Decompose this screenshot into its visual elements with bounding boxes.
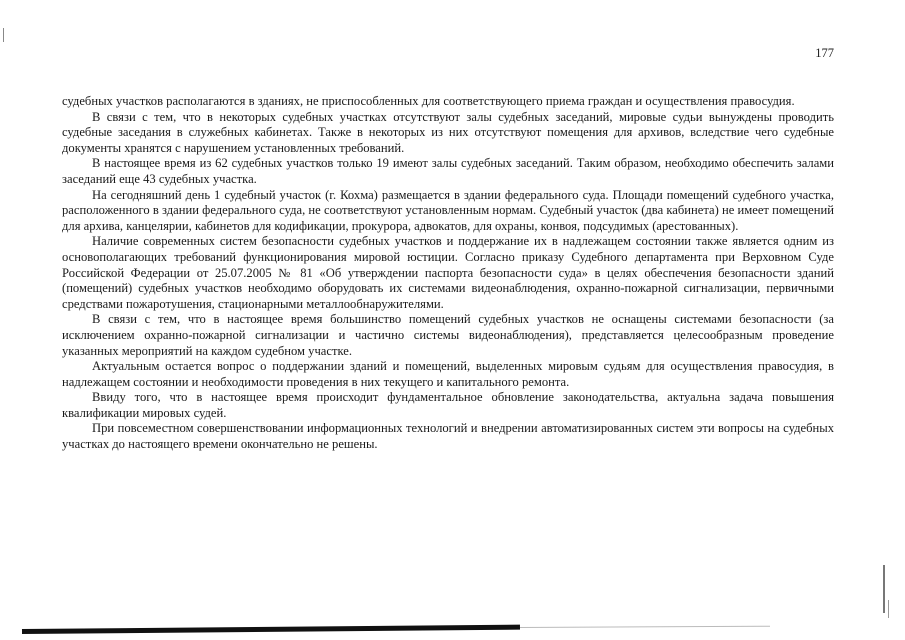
paragraph-6: В связи с тем, что в настоящее время большинство помещений судебных участков не оснащены системами безопасности (за исключением охранно-пожарной сигнализации и частично системы видеонаблюдения), представляется целесообразным проведение указанных мероприятий на каждом судебном участке. — [62, 312, 834, 358]
paragraph-2: В связи с тем, что в некоторых судебных участках отсутствуют залы судебных заседаний, мировые судьи вынуждены проводить судебные заседания в служебных кабинетах. Также в некоторых из них отсутствуют помещения для архивов, вследствие чего судебные документы хранятся с нарушением установленных требований. — [62, 109, 834, 155]
scan-edge-mark-right — [883, 565, 885, 613]
paragraph-3: В настоящее время из 62 судебных участков только 19 имеют залы судебных заседаний. Таким образом, необходимо обеспечить залами заседаний еще 43 судебных участка. — [62, 156, 834, 186]
paragraph-1: судебных участков располагаются в зданиях, не приспособленных для соответствующего приема граждан и осуществления правосудия. — [62, 94, 795, 108]
paragraph-4: На сегодняшний день 1 судебный участок (г. Кохма) размещается в здании федерального суда. Площади помещений судебного участка, расположенного в здании федерального суда, не соответствуют установленным нормам. Судебный участок (два кабинета) не имеет помещений для архива, канцелярии, кабинетов для кодификации, прокурора, адвокатов, для охраны, конвоя, подсудимых (арестованных). — [62, 187, 834, 233]
paragraph-8: Ввиду того, что в настоящее время происходит фундаментальное обновление законодательства, актуальна задача повышения квалификации мировых судей. — [62, 390, 834, 420]
scan-edge-mark-left — [3, 28, 4, 42]
scan-bottom-bar-tail — [520, 626, 770, 628]
scan-bottom-bar — [22, 625, 520, 634]
document-body — [62, 94, 834, 453]
scan-edge-mark-right-secondary — [888, 600, 889, 618]
paragraph-7: Актуальным остается вопрос о поддержании зданий и помещений, выделенных мировым судьям для осуществления правосудия, в надлежащем состоянии и необходимости проведения в них текущего и капитального ремонта. — [62, 359, 834, 389]
paragraph-5: Наличие современных систем безопасности судебных участков и поддержание их в надлежащем состоянии также является одним из основополагающих требований функционирования мировой юстиции. Согласно приказу Судебного департамента при Верховном Суде Российской Федерации от 25.07.2005 № 81 «Об утверждении паспорта безопасности суда» в целях обеспечения безопасности зданий (помещений) судебных участков необходимо оборудовать их системами видеонаблюдения, охранно-пожарной сигнализации, первичными средствами пожаротушения, стационарными металлообнаружителями. — [62, 234, 834, 311]
paragraph-9: При повсеместном совершенствовании информационных технологий и внедрении автоматизированных систем эти вопросы на судебных участках до настоящего времени окончательно не решены. — [62, 421, 834, 452]
page-number: 177 — [815, 46, 834, 60]
